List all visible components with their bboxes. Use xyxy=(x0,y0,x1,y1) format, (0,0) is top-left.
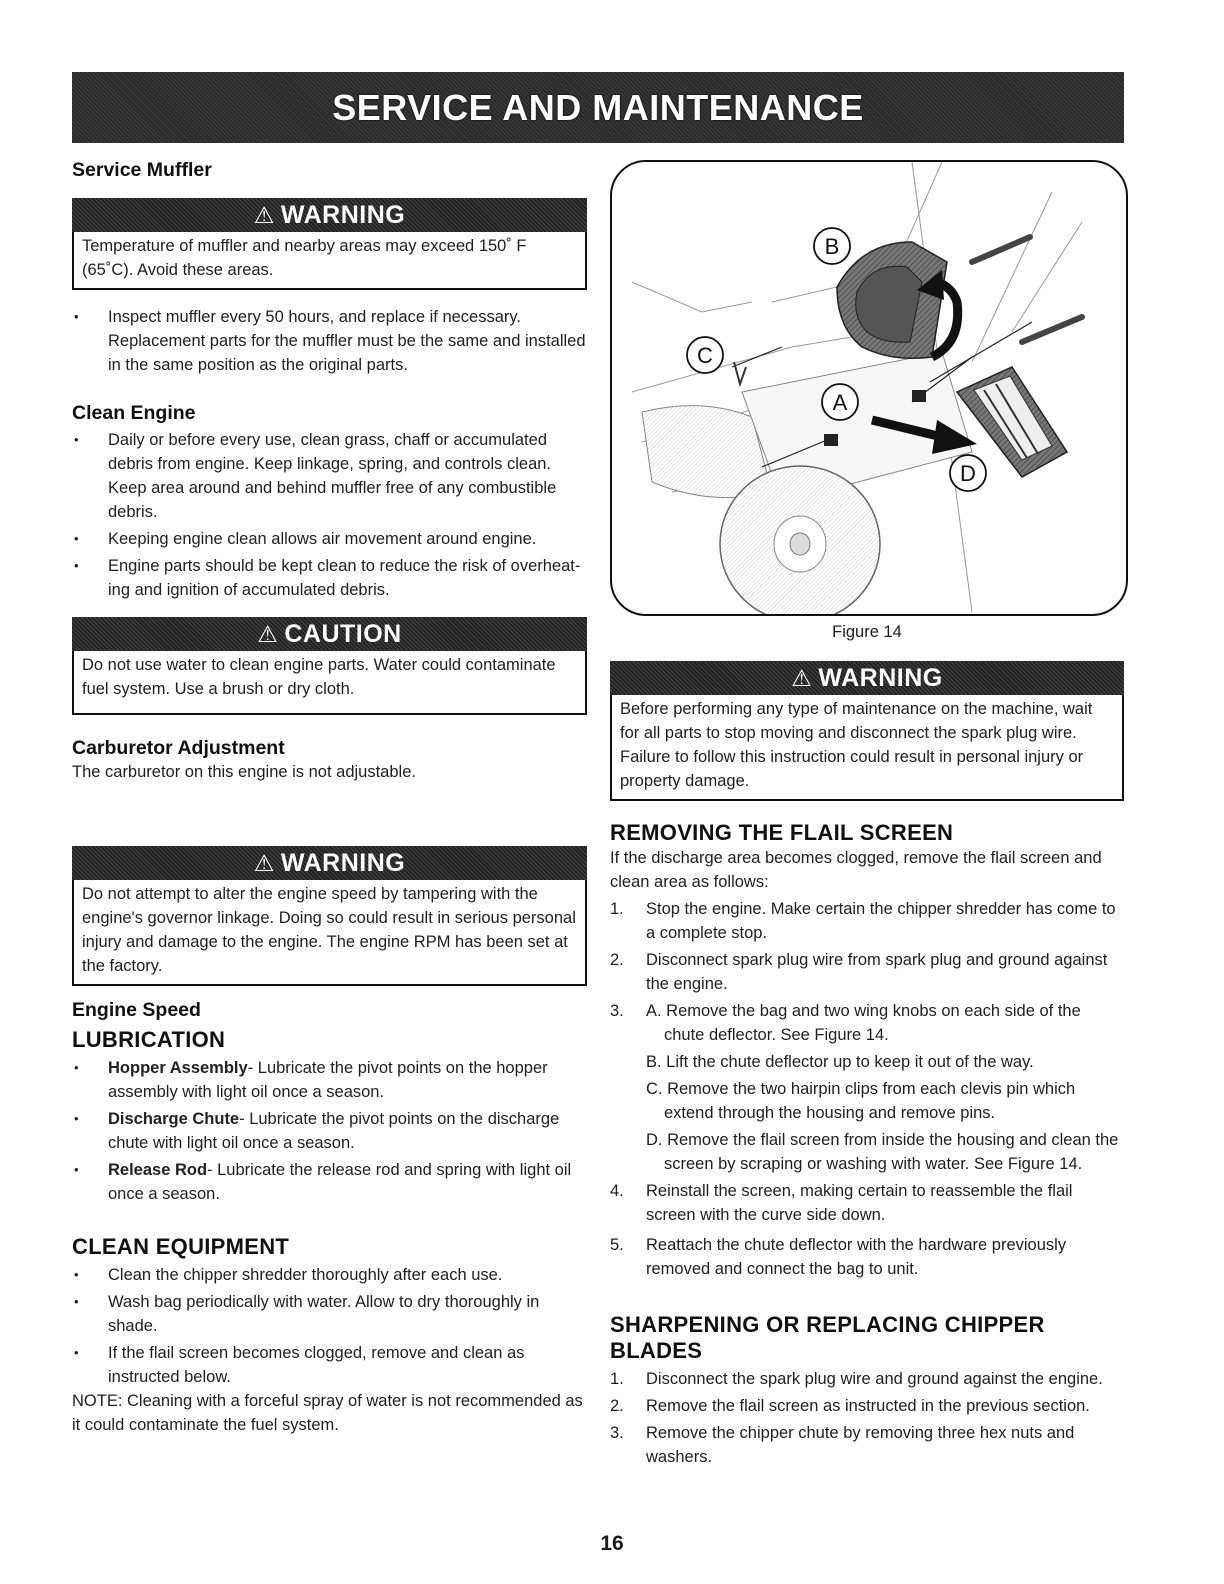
warning-label: WARNING xyxy=(280,848,406,877)
list-item: • Daily or before every use, clean grass, chaff or accumulated debris from engine. Keep linkage, spring, and controls clean. Keep area around and behind muffler free of any combustible debris. xyxy=(72,428,587,524)
engine-speed-heading: Engine Speed xyxy=(72,999,201,1021)
figure-14-illustration xyxy=(610,160,1128,616)
page-title: SERVICE AND MAINTENANCE xyxy=(332,86,864,128)
warning-bar xyxy=(72,198,587,232)
carburetor-section xyxy=(72,736,587,784)
page-banner xyxy=(72,72,1124,143)
step-text: Remove the flail screen as instructed in the previous section. xyxy=(646,1397,1090,1415)
caution-text: Do not use water to clean engine parts. Water could contaminate fuel system. Use a brush or dry cloth. xyxy=(72,651,587,715)
list-item: • Inspect muffler every 50 hours, and replace if necessary. Replacement parts for the muffler must be the same and installed in the same position as the original parts. xyxy=(72,305,587,377)
step-number: 1. xyxy=(610,1370,624,1388)
warning-text: Temperature of muffler and nearby areas may exceed 150˚ F (65˚C). Avoid these areas. xyxy=(72,232,587,290)
step-item xyxy=(610,1179,1124,1227)
step-item xyxy=(610,1367,1124,1391)
substep: B. Lift the chute deflector up to keep it out of the way. xyxy=(646,1053,1034,1071)
warning-label: WARNING xyxy=(280,200,406,229)
warning-triangle-icon: ⚠ xyxy=(253,849,275,876)
list-item: • Keeping engine clean allows air movement around engine. xyxy=(72,527,587,551)
list-item: • Clean the chipper shredder thoroughly after each use. xyxy=(72,1263,587,1287)
list-item: • Engine parts should be kept clean to reduce the risk of overheat-ing and ignition of accumulated debris. xyxy=(72,554,587,602)
step-item xyxy=(610,999,1124,1176)
warning-triangle-icon: ⚠ xyxy=(791,664,813,691)
caution-bar xyxy=(72,617,587,651)
warning-text: Before performing any type of maintenance on the machine, wait for all parts to stop moving and disconnect the spark plug wire. Failure to follow this instruction could result in personal injury or property damage. xyxy=(610,695,1124,801)
figure-label-c: C xyxy=(697,343,713,368)
list-item xyxy=(72,1056,587,1104)
item-text: - Lubricate the release rod and spring with light oil once a season. xyxy=(108,1161,572,1203)
step-text: Reinstall the screen, making certain to reassemble the flail screen with the curve side down. xyxy=(646,1182,1073,1224)
service-muffler-heading: Service Muffler xyxy=(72,159,212,181)
step-item xyxy=(610,948,1124,996)
step-text: Reattach the chute deflector with the hardware previously removed and connect the bag to unit. xyxy=(646,1236,1067,1278)
figure-label-d: D xyxy=(960,461,976,486)
clean-equipment-section xyxy=(72,1234,587,1437)
substep: D. Remove the flail screen from inside the housing and clean the screen by scraping or washing with water. See Figure 14. xyxy=(646,1131,1119,1173)
engine-speed-section xyxy=(72,998,587,1022)
step-item xyxy=(610,1233,1124,1281)
page-number: 16 xyxy=(600,1532,624,1555)
warning-text: Do not attempt to alter the engine speed by tampering with the engine's governor linkage. Doing so could result in serious personal injury and damage to the engine. The engine RPM has been set at the factory. xyxy=(72,880,587,986)
item-text: - Lubricate the pivot points on the hopper assembly with light oil once a season. xyxy=(108,1059,548,1101)
step-text: Stop the engine. Make certain the chipper shredder has come to a complete stop. xyxy=(646,900,1116,942)
warning-label: WARNING xyxy=(818,663,943,692)
list-item xyxy=(72,1158,587,1206)
lubrication-section xyxy=(72,1027,587,1206)
step-text: Disconnect the spark plug wire and ground against the engine. xyxy=(646,1370,1103,1388)
step-number: 1. xyxy=(610,900,624,918)
item-term: Discharge Chute xyxy=(108,1110,240,1128)
step-number: 3. xyxy=(610,1002,624,1020)
warning-bar xyxy=(610,661,1124,695)
chipper-diagram xyxy=(612,162,1126,614)
clean-note: NOTE: Cleaning with a forceful spray of water is not recommended as it could contaminate the fuel system. xyxy=(72,1392,583,1434)
list-item: • If the flail screen becomes clogged, remove and clean as instructed below. xyxy=(72,1341,587,1389)
maintenance-warning-box xyxy=(610,661,1124,801)
clean-equipment-heading: CLEAN EQUIPMENT xyxy=(72,1234,290,1259)
warning-triangle-icon: ⚠ xyxy=(257,620,279,647)
step-item xyxy=(610,897,1124,945)
service-muffler-section xyxy=(72,158,587,182)
caution-label: CAUTION xyxy=(284,619,402,648)
item-term: Hopper Assembly xyxy=(108,1059,248,1077)
step-number: 3. xyxy=(610,1424,624,1442)
warning-bar xyxy=(72,846,587,880)
caution-box xyxy=(72,617,587,715)
sharpening-section xyxy=(610,1312,1124,1469)
clean-engine-section xyxy=(72,401,587,602)
list-item xyxy=(72,1107,587,1155)
step-number: 4. xyxy=(610,1182,624,1200)
substep: C. Remove the two hairpin clips from each clevis pin which extend through the housing and remove pins. xyxy=(646,1080,1076,1122)
item-term: Release Rod xyxy=(108,1161,208,1179)
muffler-bullets xyxy=(72,305,587,377)
step-substeps xyxy=(646,999,1124,1176)
step-item xyxy=(610,1394,1124,1418)
step-text: Remove the chipper chute by removing three hex nuts and washers. xyxy=(646,1424,1075,1466)
step-number: 2. xyxy=(610,951,624,969)
flail-intro: If the discharge area becomes clogged, remove the flail screen and clean area as follows: xyxy=(610,849,1102,891)
lubrication-heading: LUBRICATION xyxy=(72,1027,226,1052)
carburetor-warning-box xyxy=(72,846,587,986)
figure-caption: Figure 14 xyxy=(832,623,902,641)
figure-label-a: A xyxy=(832,390,848,415)
sharpening-heading: SHARPENING OR REPLACING CHIPPER BLADES xyxy=(610,1312,1045,1363)
figure-label-b: B xyxy=(824,234,840,259)
muffler-warning-box xyxy=(72,198,587,290)
item-text: - Lubricate the pivot points on the discharge chute with light oil once a season. xyxy=(108,1110,560,1152)
carburetor-heading: Carburetor Adjustment xyxy=(72,737,285,759)
clean-engine-heading: Clean Engine xyxy=(72,402,196,424)
carburetor-text: The carburetor on this engine is not adjustable. xyxy=(72,763,416,781)
substep: A. Remove the bag and two wing knobs on each side of the chute deflector. See Figure 14. xyxy=(646,1002,1081,1044)
step-text: Disconnect spark plug wire from spark plug and ground against the engine. xyxy=(646,951,1108,993)
step-number: 2. xyxy=(610,1397,624,1415)
list-item: • Wash bag periodically with water. Allow to dry thoroughly in shade. xyxy=(72,1290,587,1338)
flail-screen-heading: REMOVING THE FLAIL SCREEN xyxy=(610,820,954,845)
warning-triangle-icon: ⚠ xyxy=(253,201,275,228)
flail-screen-section xyxy=(610,820,1124,1281)
step-item xyxy=(610,1421,1124,1469)
step-number: 5. xyxy=(610,1236,624,1254)
